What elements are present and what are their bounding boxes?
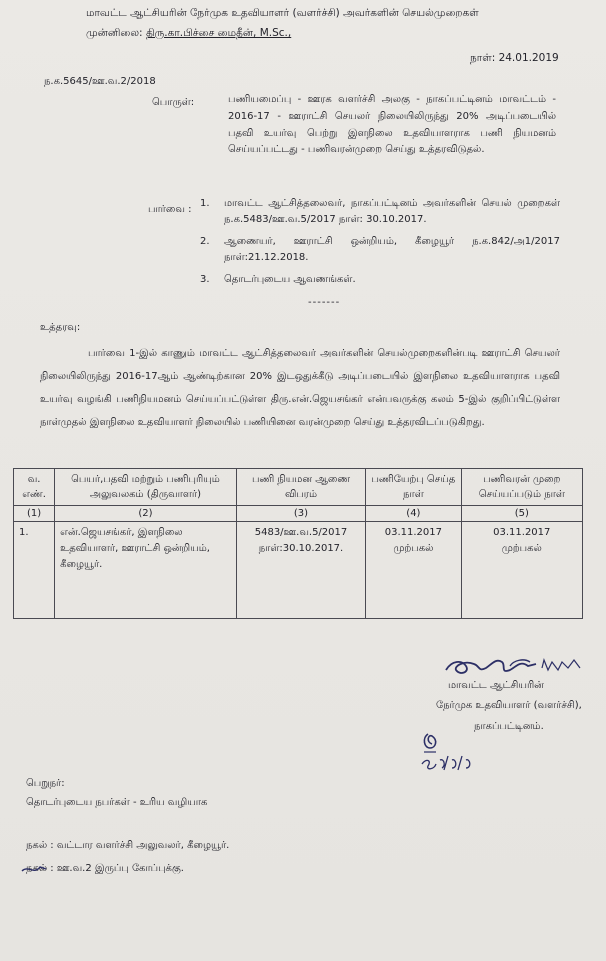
joining-date-cell [366,522,461,619]
reference-text: ஆணையர், ஊராட்சி ஒன்றியம், கீழையூர் ந.க.842/அ1/2017 நாள்:21.12.2018. [224,236,560,263]
table-row [14,522,583,619]
column-header: பணி நியமன ஆணை விபரம் [236,469,365,506]
handwritten-signature [440,652,590,680]
column-header: பெயர்,பதவி மற்றும் பணிபுரியும் அலுவலகம் (திருவாளர்) [55,469,237,506]
column-number: (4) [366,506,461,522]
copy-to-line: நகல் : ஊ.வ.2 இருப்பு கோப்புக்கு. [26,863,184,874]
recipient-label: பெறுநர்: [26,778,65,789]
serial-number-cell: 1. [14,522,55,619]
proceedings-heading: மாவட்ட ஆட்சியரின் நேர்முக உதவியாளர் (வளர்ச்சி) அவர்களின் செயல்முறைகள் [86,7,479,19]
subject-label: பொருள்: [152,97,195,108]
appointment-order-cell [236,522,365,619]
joining-date: 03.11.2017 [384,527,443,538]
regularisation-date: 03.11.2017 [493,527,551,538]
handwritten-initial [418,728,488,776]
column-number: (3) [236,506,365,522]
officer-name: திரு.கா.பிச்சை மைதீன், M.Sc., [145,27,292,39]
employee-details-cell: என்.ஜெயசங்கர், இளநிலை உதவியாளர், ஊராட்சி ஒன்றியம், கீழையூர். [55,522,237,619]
recipient-text: தொடர்புடைய நபர்கள் - உரிய வழியாக [26,797,208,808]
regularisation-table [13,468,583,619]
signatory-line3: நாகப்பட்டினம். [474,721,544,732]
appointment-order-date: நாள்:30.10.2017. [258,543,344,554]
reference-text: மாவட்ட ஆட்சித்தலைவர், நாகப்பட்டினம் அவர்களின் செயல் முறைகள் ந.க.5483/ஊ.வ.5/2017 நாள்: 30.10.2017. [224,198,560,225]
appointment-order-ref: 5483/ஊ.வ.5/2017 [254,527,348,538]
regularisation-session: முற்பகல் [501,543,542,554]
reference-number-label: 2. [200,236,210,247]
reference-item [200,234,560,266]
reference-item [200,196,560,228]
pen-strike-mark [20,861,48,877]
reference-item [200,272,560,288]
references-label: பார்வை : [148,204,192,215]
reference-text: தொடர்புடைய ஆவணங்கள். [224,274,356,285]
column-header: பணிவரன் முறை செய்யப்படும் நாள் [461,469,582,506]
order-label: உத்தரவு: [40,322,81,333]
references-list [200,196,560,294]
copy-to-line: நகல் : வட்டார வளர்ச்சி அலுவலர், கீழையூர். [26,840,230,851]
column-number: (2) [55,506,237,522]
reference-number-label: 3. [200,274,210,285]
presiding-officer [86,27,291,40]
subject-text: பணியமைப்பு - ஊரக வளர்ச்சி அலகு - நாகப்பட்டினம் மாவட்டம் - 2016-17 - ஊராட்சி செயலர் நிலையிலிருந்து 20% அடிப்படையில் பதவி உயர்வு பெற்று இளநிலை உதவியாளராக பணி நியமனம் செய்யப்பட்டது - பணிவரன்முறை செய்து உத்தரவிடுதல். [228,94,556,156]
signatory-line2: நேர்முக உதவியாளர் (வளர்ச்சி), [436,700,582,711]
column-number: (1) [14,506,55,522]
reference-number-label: 1. [200,198,210,209]
column-number: (5) [461,506,582,522]
regularisation-date-cell [461,522,582,619]
reference-number: ந.க.5645/ஊ.வ.2/2018 [44,76,156,87]
joining-session: முற்பகல் [393,543,434,554]
signatory-line1: மாவட்ட ஆட்சியரின் [448,680,544,691]
presence-label: முன்னிலை: [86,27,143,39]
column-header: வ. எண். [14,469,55,506]
column-number-row [14,506,583,522]
section-divider: ------- [308,297,341,308]
table-header-row [14,469,583,506]
column-header: பணியேற்பு செய்த நாள் [366,469,461,506]
order-text: பார்வை 1-இல் காணும் மாவட்ட ஆட்சித்தலைவர் அவர்களின் செயல்முறைகளின்படி ஊராட்சி செயலர் நிலையிலிருந்து 2016-17ஆம் ஆண்டிற்கான 20% இடஒதுக்கீடு அடிப்படையில் இளநிலை உதவியாளராக பதவி உயர்வு வழங்கி பணிநியமனம் செய்யப்பட்டுள்ள திரு.என்.ஜெயசங்கர் என்பவருக்கு கலம் 5-இல் குறிப்பிட்டுள்ள நாள்முதல் இளநிலை உதவியாளர் நிலையில் பணியினை வரன்முறை செய்து உத்தரவிடப்படுகிறது. [40,348,560,428]
document-date: நாள்: 24.01.2019 [470,52,559,64]
